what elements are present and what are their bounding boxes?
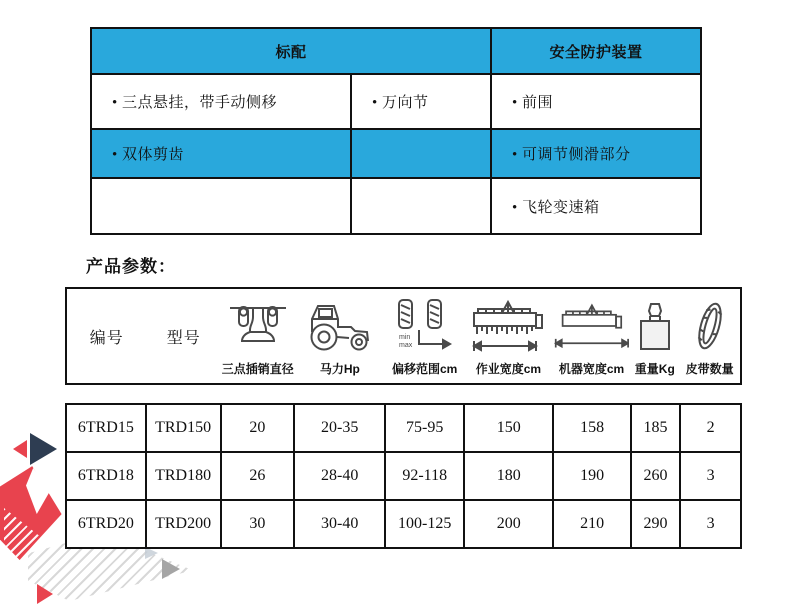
configuration-table-header-row	[91, 28, 701, 74]
cell-machine-width: 210	[553, 500, 631, 548]
config-cell	[351, 129, 491, 178]
column-header-offset-range	[385, 289, 464, 383]
red-left-triangle-decoration	[13, 440, 27, 458]
cell-model: TRD150	[146, 404, 221, 452]
cell-model: TRD200	[146, 500, 221, 548]
cell-machine-width: 190	[553, 452, 631, 500]
column-header-weight	[630, 289, 679, 383]
column-header-number: 编号	[89, 329, 124, 347]
cell-offset-range: 92-118	[385, 452, 464, 500]
page-title: 产品参数：	[86, 257, 176, 276]
cell-machine-width: 158	[553, 404, 631, 452]
cell-horsepower: 28-40	[294, 452, 385, 500]
navy-triangle-decoration	[30, 433, 57, 465]
tractor-icon	[294, 289, 385, 362]
table-row	[91, 178, 701, 234]
cell-weight: 290	[631, 500, 680, 548]
cell-offset-range: 100-125	[385, 500, 464, 548]
offset-range-icon	[385, 289, 464, 362]
column-header-label: 作业宽度cm	[475, 362, 542, 376]
svg-text:min: min	[398, 333, 410, 341]
column-header-label: 马力Hp	[319, 362, 360, 376]
cell-working-width: 200	[464, 500, 553, 548]
working-width-icon	[464, 289, 553, 362]
cell-belt-count: 3	[680, 452, 741, 500]
cell-pin-diameter: 26	[221, 452, 295, 500]
spec-data-table	[65, 403, 742, 549]
column-header-model: 型号	[166, 329, 201, 347]
cell-belt-count: 3	[680, 500, 741, 548]
configuration-table	[90, 27, 702, 235]
standard-config-header: 标配	[91, 28, 491, 74]
cell-number: 6TRD20	[66, 500, 146, 548]
config-cell: • 双体剪齿	[91, 129, 351, 178]
column-header-label: 重量Kg	[634, 362, 675, 376]
table-row	[66, 404, 741, 452]
column-header-horsepower	[294, 289, 385, 383]
column-header-pin-diameter	[221, 289, 294, 383]
cell-belt-count: 2	[680, 404, 741, 452]
config-cell: • 三点悬挂，带手动侧移	[91, 74, 351, 129]
table-row	[91, 74, 701, 129]
column-header-label: 偏移范围cm	[391, 362, 458, 376]
cell-horsepower: 30-40	[294, 500, 385, 548]
cell-working-width: 180	[464, 452, 553, 500]
gray-right-triangle-decoration	[162, 559, 180, 579]
cell-working-width: 150	[464, 404, 553, 452]
safety-device-header: 安全防护装置	[491, 28, 701, 74]
cell-weight: 260	[631, 452, 680, 500]
column-header-label: 皮带数量	[685, 362, 734, 376]
cell-pin-diameter: 30	[221, 500, 295, 548]
three-point-pin-icon	[221, 289, 294, 362]
cell-horsepower: 20-35	[294, 404, 385, 452]
table-row	[66, 500, 741, 548]
cell-pin-diameter: 20	[221, 404, 295, 452]
red-bottom-triangle-decoration	[37, 584, 53, 604]
weight-icon	[630, 289, 679, 362]
column-header-label: 三点插销直径	[221, 362, 294, 376]
column-header-belt-count	[679, 289, 740, 383]
config-cell: • 前围	[491, 74, 701, 129]
spec-table-icon-header	[65, 287, 742, 385]
config-cell	[91, 178, 351, 234]
table-row	[91, 129, 701, 178]
cell-offset-range: 75-95	[385, 404, 464, 452]
config-cell	[351, 178, 491, 234]
machine-width-icon	[553, 289, 630, 362]
cell-weight: 185	[631, 404, 680, 452]
cell-model: TRD180	[146, 452, 221, 500]
config-cell: • 万向节	[351, 74, 491, 129]
table-row	[66, 452, 741, 500]
cell-number: 6TRD18	[66, 452, 146, 500]
config-cell: • 飞轮变速箱	[491, 178, 701, 234]
config-cell: • 可调节侧滑部分	[491, 129, 701, 178]
column-header-machine-width	[553, 289, 630, 383]
column-header-label: 机器宽度cm	[558, 362, 625, 376]
svg-text:max: max	[398, 341, 412, 349]
cell-number: 6TRD15	[66, 404, 146, 452]
column-header-working-width	[464, 289, 553, 383]
belt-icon	[679, 289, 740, 362]
